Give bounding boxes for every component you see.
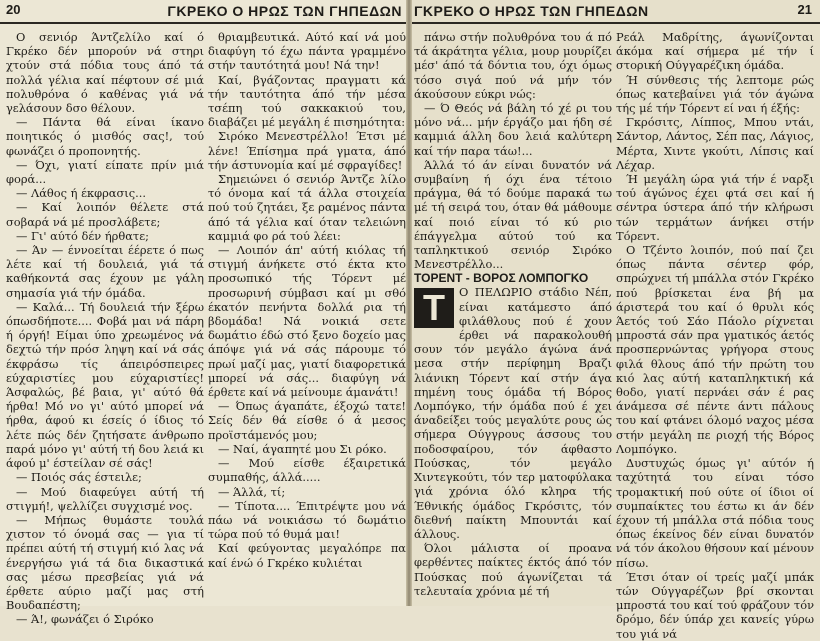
right-running-head: ΓΚΡΕΚΟ Ο ΗΡΩΣ ΤΩΝ ΓΗΠΕΔΩΝ [414, 3, 649, 19]
right-page [410, 0, 820, 641]
paragraph: — Ποιός σάς έστειλε; [16, 470, 142, 485]
right-column-2 [616, 30, 814, 641]
paragraph: Καί, βγάζοντας πραγματι κά τήν ταυτότητα άπό τήν μέσα τσέπη τού σακκακιού του, διαβάζει μέ μεγάλη έ πισημότητα: [208, 72, 406, 130]
section-title: ΤΟΡΕΝΤ - ΒΟΡΟΣ ΛΟΜΠΟΓΚΟ [414, 271, 589, 286]
right-column-1 [414, 30, 612, 602]
left-page-number: 20 [6, 2, 21, 17]
paragraph: — Ναί, άγαπητέ μου Σι ρόκο. [218, 441, 387, 456]
left-page [0, 0, 410, 627]
paragraph: — Ά!, φωνάζει ό Σιρόκο [16, 612, 154, 627]
right-page-header [410, 0, 820, 24]
paragraph: Όλοι μάλιστα οί προανα φερθέντες παίκτες έκτός άπό τόν Πούσκας πού άγωνίζεται τά τελευταία χρόνια μέ τή [414, 541, 612, 598]
left-column-1 [6, 30, 204, 627]
paragraph: — Λάθος ή έκφρασις... [16, 186, 146, 201]
paragraph: — Άλλά, τί; [218, 484, 286, 499]
paragraph: — Άν — έννοείται έέρετε ό πως λέτε καί τή δουλειά, γιά τά καθήκοντά σας έχουν με γάλη σημασία γιά τήν όμάδα. [6, 243, 204, 300]
paragraph: — Καλά... Τή δουλειά τήν ξέρω όπωσδήποτε.... Φοβά μαι νά πάρη ή όργή! Είμαι ύπο χρεωμένος νά δεχτώ τήν πρόσ ληψη καί νά σάς έκφράσω τίς άπειρόσπειρες εύχαριστίες μου εύχαριστίες! Άσφαλώς, βέ βαια, γι' αύτό θά ήρθα! Μό νο γι' αύτό μπορεί νά ήρθα, άφού κι έσείς ό ίδιος τό λέτε πώς δέν ζητήσατε άνθρωπο παρά μόνο γι' αύτή τή δου λειά κι άφού μ' έστείλαν σέ σάς! [6, 299, 204, 471]
left-page-header [0, 0, 410, 24]
paragraph: — Μού διαφεύγει αύτή τή στιγμή!, ψελλίζει συγχισμέ νος. [6, 484, 204, 513]
paragraph: Ή σύνθεσις τής λεπτομε ρώς όπως κατεβαίνει γιά τόν άγώνα τής μέ τήν Τόρεντ εί ναι ή έξής: [616, 72, 814, 116]
paragraph: — Τίποτα.... Έπιτρέψτε μου νά πάω νά νοικιάσω τό δωμάτιο τώρα πού τό θυμά μαι! [208, 498, 406, 542]
drop-cap: Τ [414, 288, 454, 328]
paragraph: Άλλά τό άν είναι δυνατόν νά συμβαίνη ή όχι ένα τέτοιο πράγμα, θά τό δούμε παρακά τω μέ τή σειρά του, όταν θά μάθουμε καί ποιό είναι τό κύ ριο έπάγγελμα αύτού τού κα ταπληκτικού σενιόρ Σιρόκο Μενεστρέλλο... [414, 157, 612, 272]
paragraph: Ο σενιόρ Άντζελίλο καί ό Γκρέκο δέν μπορούν νά στηρι χτούν στά πόδια τους άπό τά πολλά γέλια καί πέφτουν σέ μιά πολυθρόνα ό καθένας γιά νά γελάσουν δσο θέλουν. [6, 30, 204, 116]
book-spine [406, 0, 412, 606]
paragraph: — Λοιπόν άπ' αύτή κιόλας τή στιγμή άνήκετε στό έκτα κτο προσωπικό τής Τόρεντ μέ προσωρινή σύμβασι καί μι σθό έκατόν πενήντα δολλά ρια τή βδομάδα! Νά νοικιά σετε δωμάτιο έδώ στό ξενο δοχείο μας άπόψε γιά νά σάς πάρουμε τό πρωί μαζί μας, γιατί διαφορετικά μπορεί νά σάς... διαφύγη νά έρθετε καί νά μείνουμε άμανάτι! [208, 243, 406, 400]
paragraph: Καί φεύγοντας μεγαλόπρε πα καί ένώ ό Γκρέκο κυλιέται [208, 541, 406, 570]
paragraph: πάνω στήν πολυθρόνα του ά πό τά άκράτητα γέλια, μουρ μουρίζει μέσ' άπό τά δόντια του, όχι όμως τόσο σιγά πού νά μήν τόν άκούσουν εύκρι νώς: [414, 30, 612, 101]
paragraph: — Όπως άγαπάτε, έξοχώ τατε! Σείς δέν θά είσθε ό ά μεσος προϊστάμενός μου; [208, 399, 406, 442]
paragraph: — Καί λοιπόν θέλετε στά σοβαρά νά μέ προσλάβετε; [6, 200, 204, 229]
paragraph: Ή μεγάλη ώρα γιά τήν έ ναρξι τού άγώνος έχει φτά σει καί ή σέντρα ύστερα άπό τήν κλήρωσι τών τερμάτων άνήκει στήν Τόρεντ. [616, 172, 814, 243]
paragraph: Δυστυχώς όμως γι' αύτόν ή ταχύτητά του είναι τόσο τρομακτική πού ούτε οί ίδιοι οί συμπαίκτες του έστω κι άν δέν έχουν τή μπάλλα στά πόδια τους όπως έκείνος δέν είναι δυνατόν νά τόν άκολου θήσουν καί μένουν πίσω. [616, 456, 814, 570]
paragraph: Σιρόκο Μενεστρέλλο! Έτσι μέ λένε! Έπίσημα πρά γματα, άπό τήν άστυνομία καί μέ σφραγίδες! [208, 129, 406, 172]
left-running-head: ΓΚΡΕΚΟ Ο ΗΡΩΣ ΤΩΝ ΓΗΠΕΔΩΝ [167, 3, 402, 19]
paragraph: Σημειώνει ό σενιόρ Άντζε λίλο τό όνομα καί τά άλλα στοιχεία πού τού ζητάει, ξε ραμένος πάντα άπό τά γέλια καί όταν τελειώνη καμμιά φο ρά τού λέει: [208, 172, 406, 243]
paragraph: Ο Τζέντο λοιπόν, πού παί ζει όπως πάντα σέντερ φόρ, σπρώχνει τή μπάλλα στόν Γκρέκο πού βρίσκεται ένα βή μα άριστερά του καί ό θρυλι κός Άετός τού Σάο Πάολο ρίχνεται μπροστά σάν πρα γματικός άετός προσπερνώντας γρήγορα στους φιλά θλους άπό τήν πρώτη του κιό λας αύτή καταπληκτική κά θοδο, γιατί περνάει σάν έ ρας άνάμεσα σέ πέντε άντι πάλους του καί φτάνει όλομό ναχος μέσα στήν μεγάλη πε ριοχή τής Βόρος Λομπόγκο. [616, 243, 814, 456]
paragraph: Γκρόσιτς, Λίππος, Μπου ντάι, Σάντορ, Λάντος, Σέπ πας, Λάγιος, Μέρτα, Χιντε γκούτι, Λίπσις καί Λέχαρ. [616, 115, 814, 172]
right-page-number: 21 [797, 2, 812, 17]
paragraph: — Μού είσθε έξαιρετικά συμπαθής, άλλά..... [208, 456, 406, 485]
lead-text: Ο ΠΕΛΩΡΙΟ στάδιο Νέπ, είναι κατάμεστο άπό φιλάθλους πού έ χουν έρθει νά παρακολουθή σουν τόν μεγάλο άγώνα άνά μεσα στήν περίφημη Βραζι λιάνικη Τόρεντ καί στήν άγα πημένη τους όμάδα τή Βόρος Λομπόγκο, τήν όμάδα πού έ χει άναδείξει τούς μεγαλύτε ρους ώς σήμερα Ούγγρους άσσους του ποδοσφαίρου, τόν άφθαστο Πούσκας, τόν μεγάλο Χιντεγκούτι, τόν τερ ματοφύλακα γιά χρόνια όλό κληρα τής Έθνικής όμάδος Γκρόσιτς, τόν διεθνή παίκτη Μπουντάι καί άλλους. [414, 285, 612, 541]
paragraph: — Όχι, γιατί είπατε πρίν μιά φορά... [6, 157, 204, 187]
left-column-2 [208, 30, 406, 602]
paragraph: θριαμβευτικά. Αύτό καί νά μού διαφύγη τό έχω πάντα γραμμένο στήν ταυτότητά μου! Νά την! [208, 30, 406, 73]
paragraph: — Πάντα θά είναι ίκανο ποιητικός ό μισθός σας!, τού φωνάζει ό προπονητής. [6, 115, 204, 158]
lead-paragraph [414, 285, 612, 541]
paragraph: — Ό Θεός νά βάλη τό χέ ρι του μόνο νά... μήν έργάζο μαι ήδη σέ καμμιά άλλη δου λειά καλύτερη καί τήν παρα τάω!... [414, 101, 612, 158]
paragraph: Έτσι όταν οί τρείς μαζί μπάκ τών Ούγγαρέζων βρί σκονται μπροστά του καί τού φράζουν τόν δρόμο, δέν ύπάρ χει κανείς γύρω του γιά νά [616, 569, 814, 641]
paragraph: Ρεάλ Μαδρίτης, άγωνίζονται άκόμα καί σήμερα μέ τήν ί στορική Ούγγαρέζικη όμάδα. [616, 30, 814, 73]
paragraph: — Γι' αύτό δέν ήρθατε; [16, 228, 149, 243]
paragraph: — Μήπως θυμάστε τουλά χιστον τό όνομά σας — για τί πρέπει αύτή τή στιγμή κιό λας νά ένεργήσω γιά τά δια δικαστικά σας μέσω πρεσβείας γιά νά έρθετε αύριο μαζί μας στή Βουδαπέστη; [6, 512, 204, 613]
